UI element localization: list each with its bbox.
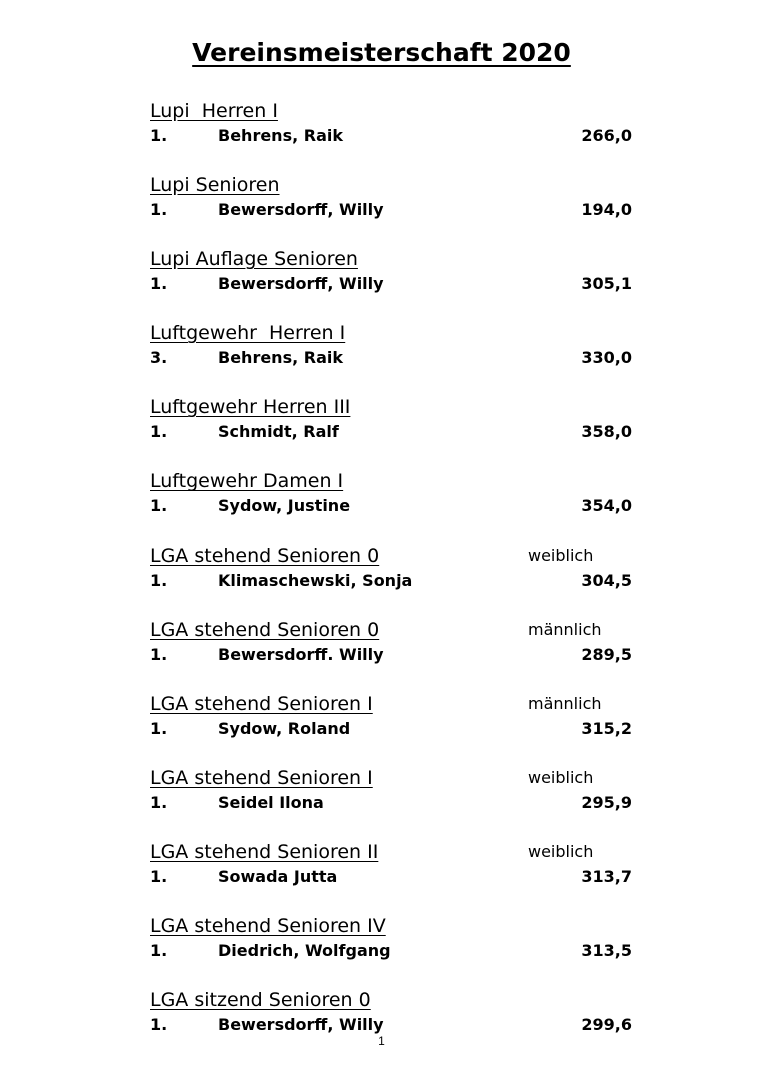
section-header xyxy=(150,691,632,718)
result-rank: 1. xyxy=(150,274,168,294)
section-header xyxy=(150,839,632,866)
section-header xyxy=(150,246,632,273)
section-title: LGA sitzend Senioren 0 xyxy=(150,989,371,1012)
result-rank: 1. xyxy=(150,496,168,516)
section-header xyxy=(150,394,632,421)
result-section xyxy=(150,839,632,913)
section-header xyxy=(150,913,632,940)
result-name: Diedrich, Wolfgang xyxy=(218,941,391,961)
section-header xyxy=(150,765,632,792)
result-row xyxy=(150,718,632,740)
section-gender: männlich xyxy=(528,619,602,639)
result-name: Schmidt, Ralf xyxy=(218,422,339,442)
section-title: LGA stehend Senioren 0 xyxy=(150,544,380,567)
result-section xyxy=(150,913,632,987)
result-section xyxy=(150,246,632,320)
result-section xyxy=(150,98,632,172)
result-score: 289,5 xyxy=(581,644,632,664)
result-name: Bewersdorff, Willy xyxy=(218,200,384,220)
result-rank: 1. xyxy=(150,941,168,961)
result-rank: 1. xyxy=(150,792,168,812)
result-section xyxy=(150,617,632,691)
result-rank: 1. xyxy=(150,1015,168,1035)
section-title: Lupi Herren I xyxy=(150,100,278,122)
result-name: Sowada Jutta xyxy=(218,866,338,886)
section-header xyxy=(150,987,632,1014)
result-section xyxy=(150,320,632,394)
result-score: 330,0 xyxy=(581,348,632,368)
result-section xyxy=(150,987,632,1061)
section-header xyxy=(150,617,632,644)
section-title: Luftgewehr Herren I xyxy=(150,322,346,345)
result-rank: 1. xyxy=(150,718,168,738)
result-row xyxy=(150,940,632,962)
section-title: LGA stehend Senioren IV xyxy=(150,915,386,938)
result-row xyxy=(150,644,632,666)
section-title: Lupi Senioren xyxy=(150,174,280,197)
result-rank: 1. xyxy=(150,126,168,145)
section-title: LGA stehend Senioren II xyxy=(150,840,379,863)
result-section xyxy=(150,765,632,839)
result-name: Seidel Ilona xyxy=(218,792,324,812)
result-name: Behrens, Raik xyxy=(218,348,343,368)
result-score: 313,5 xyxy=(581,941,632,961)
result-row xyxy=(150,495,632,517)
result-score: 266,0 xyxy=(581,126,632,145)
result-row xyxy=(150,866,632,888)
page-number: 1 xyxy=(378,1034,385,1048)
result-name: Bewersdorff, Willy xyxy=(218,274,384,294)
section-header xyxy=(150,98,632,125)
result-score: 304,5 xyxy=(581,570,632,590)
section-title: LGA stehend Senioren I xyxy=(150,766,373,789)
result-row xyxy=(150,347,632,369)
section-header xyxy=(150,172,632,199)
result-section xyxy=(150,691,632,765)
section-title: Lupi Auflage Senioren xyxy=(150,248,358,271)
section-title: Luftgewehr Herren III xyxy=(150,396,351,419)
section-gender: weiblich xyxy=(528,841,594,861)
result-name: Sydow, Justine xyxy=(218,496,351,516)
result-row xyxy=(150,125,632,147)
result-name: Bewersdorff, Willy xyxy=(218,1015,384,1035)
section-header xyxy=(150,320,632,347)
result-score: 358,0 xyxy=(581,422,632,442)
result-name: Behrens, Raik xyxy=(218,126,343,145)
result-row xyxy=(150,570,632,592)
result-score: 313,7 xyxy=(581,866,632,886)
results-list xyxy=(150,98,632,1061)
result-name: Sydow, Roland xyxy=(218,718,351,738)
section-title: LGA stehend Senioren 0 xyxy=(150,618,380,641)
result-score: 305,1 xyxy=(581,274,632,294)
result-section xyxy=(150,468,632,542)
result-section xyxy=(150,543,632,617)
result-row xyxy=(150,1014,632,1036)
section-header xyxy=(150,543,632,570)
result-section xyxy=(150,172,632,246)
result-name: Bewersdorff. Willy xyxy=(218,644,384,664)
result-score: 295,9 xyxy=(581,792,632,812)
result-rank: 1. xyxy=(150,200,168,220)
section-title: Luftgewehr Damen I xyxy=(150,470,344,493)
result-row xyxy=(150,792,632,814)
page-title: Vereinsmeisterschaft 2020 xyxy=(192,38,571,67)
result-rank: 3. xyxy=(150,348,168,368)
result-score: 194,0 xyxy=(581,200,632,220)
section-title: LGA stehend Senioren I xyxy=(150,692,373,715)
result-score: 354,0 xyxy=(581,496,632,516)
result-rank: 1. xyxy=(150,866,168,886)
result-rank: 1. xyxy=(150,644,168,664)
section-header xyxy=(150,468,632,495)
section-gender: männlich xyxy=(528,693,602,713)
result-score: 299,6 xyxy=(581,1015,632,1035)
result-rank: 1. xyxy=(150,570,168,590)
result-row xyxy=(150,199,632,221)
result-row xyxy=(150,273,632,295)
result-section xyxy=(150,394,632,468)
section-gender: weiblich xyxy=(528,545,594,565)
section-gender: weiblich xyxy=(528,767,594,787)
result-row xyxy=(150,421,632,443)
result-name: Klimaschewski, Sonja xyxy=(218,570,413,590)
result-score: 315,2 xyxy=(581,718,632,738)
result-rank: 1. xyxy=(150,422,168,442)
